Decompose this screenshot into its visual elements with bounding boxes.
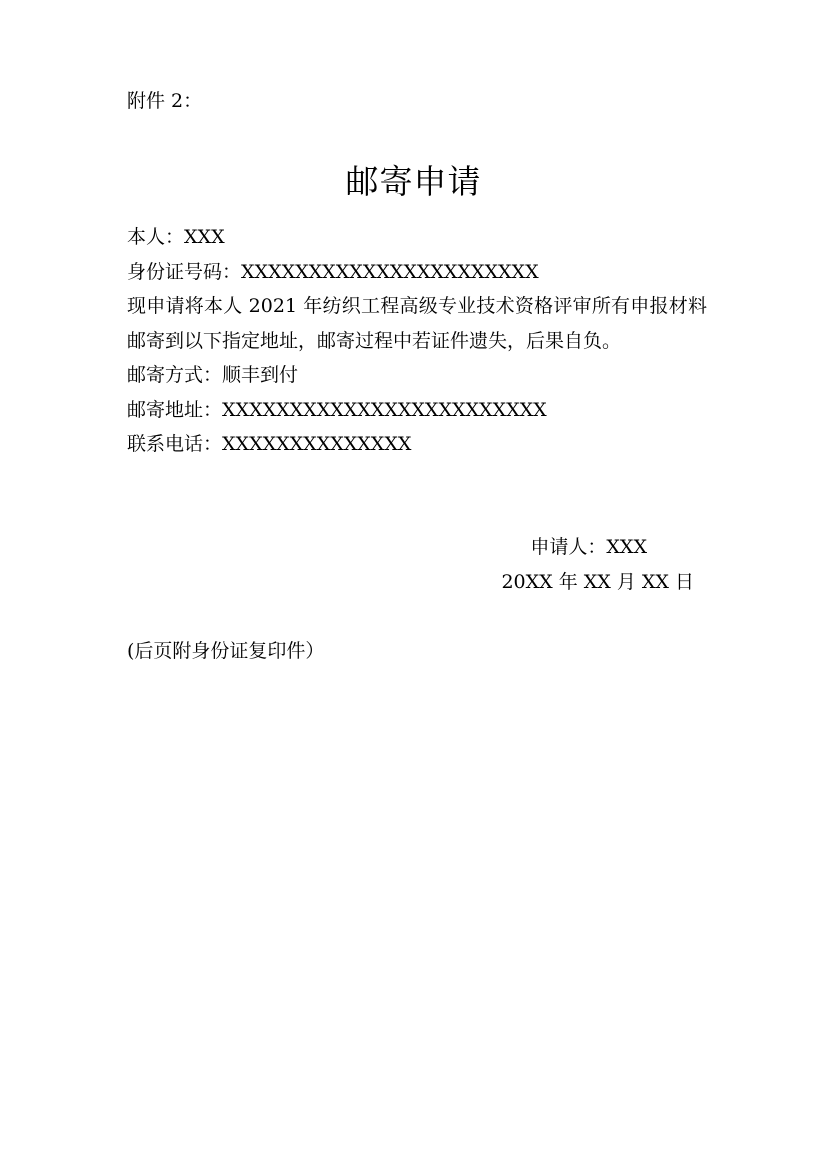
contact-phone-label: 联系电话： [127,433,223,455]
attachment-label: 附件 2： [127,90,203,112]
id-number-value: XXXXXXXXXXXXXXXXXXXXXX [241,260,539,283]
mailing-method-label: 邮寄方式： [127,364,223,386]
contact-phone-value: XXXXXXXXXXXXXX [222,433,412,455]
applicant-name-label: 本人： [127,226,185,248]
signature-block [501,530,694,599]
signature-date: 20XX 年 XX 月 XX 日 [501,570,694,593]
mailing-address-label: 邮寄地址： [127,398,223,421]
mailing-address-row [127,393,707,428]
signature-applicant-value: XXX [606,536,647,558]
contact-phone-row [127,427,707,462]
id-number-row [127,255,707,290]
applicant-name-value: XXX [184,226,225,248]
signature-applicant-row [501,530,694,565]
signature-applicant-label: 申请人： [530,536,607,558]
applicant-name-row [127,220,707,255]
footnote: (后页附身份证复印件） [127,640,325,662]
mailing-address-value: XXXXXXXXXXXXXXXXXXXXXXXX [222,398,547,421]
mailing-method-row [127,358,707,393]
application-statement: 现申请将本人 2021 年纺织工程高级专业技术资格评审所有申报材料邮寄到以下指定地址，邮寄过程中若证件遗失，后果自负。 [127,295,707,352]
application-body [127,220,707,462]
id-number-label: 身份证号码： [127,260,242,283]
mailing-method-value: 顺丰到付 [222,364,299,386]
document-title: 邮寄申请 [345,162,482,201]
